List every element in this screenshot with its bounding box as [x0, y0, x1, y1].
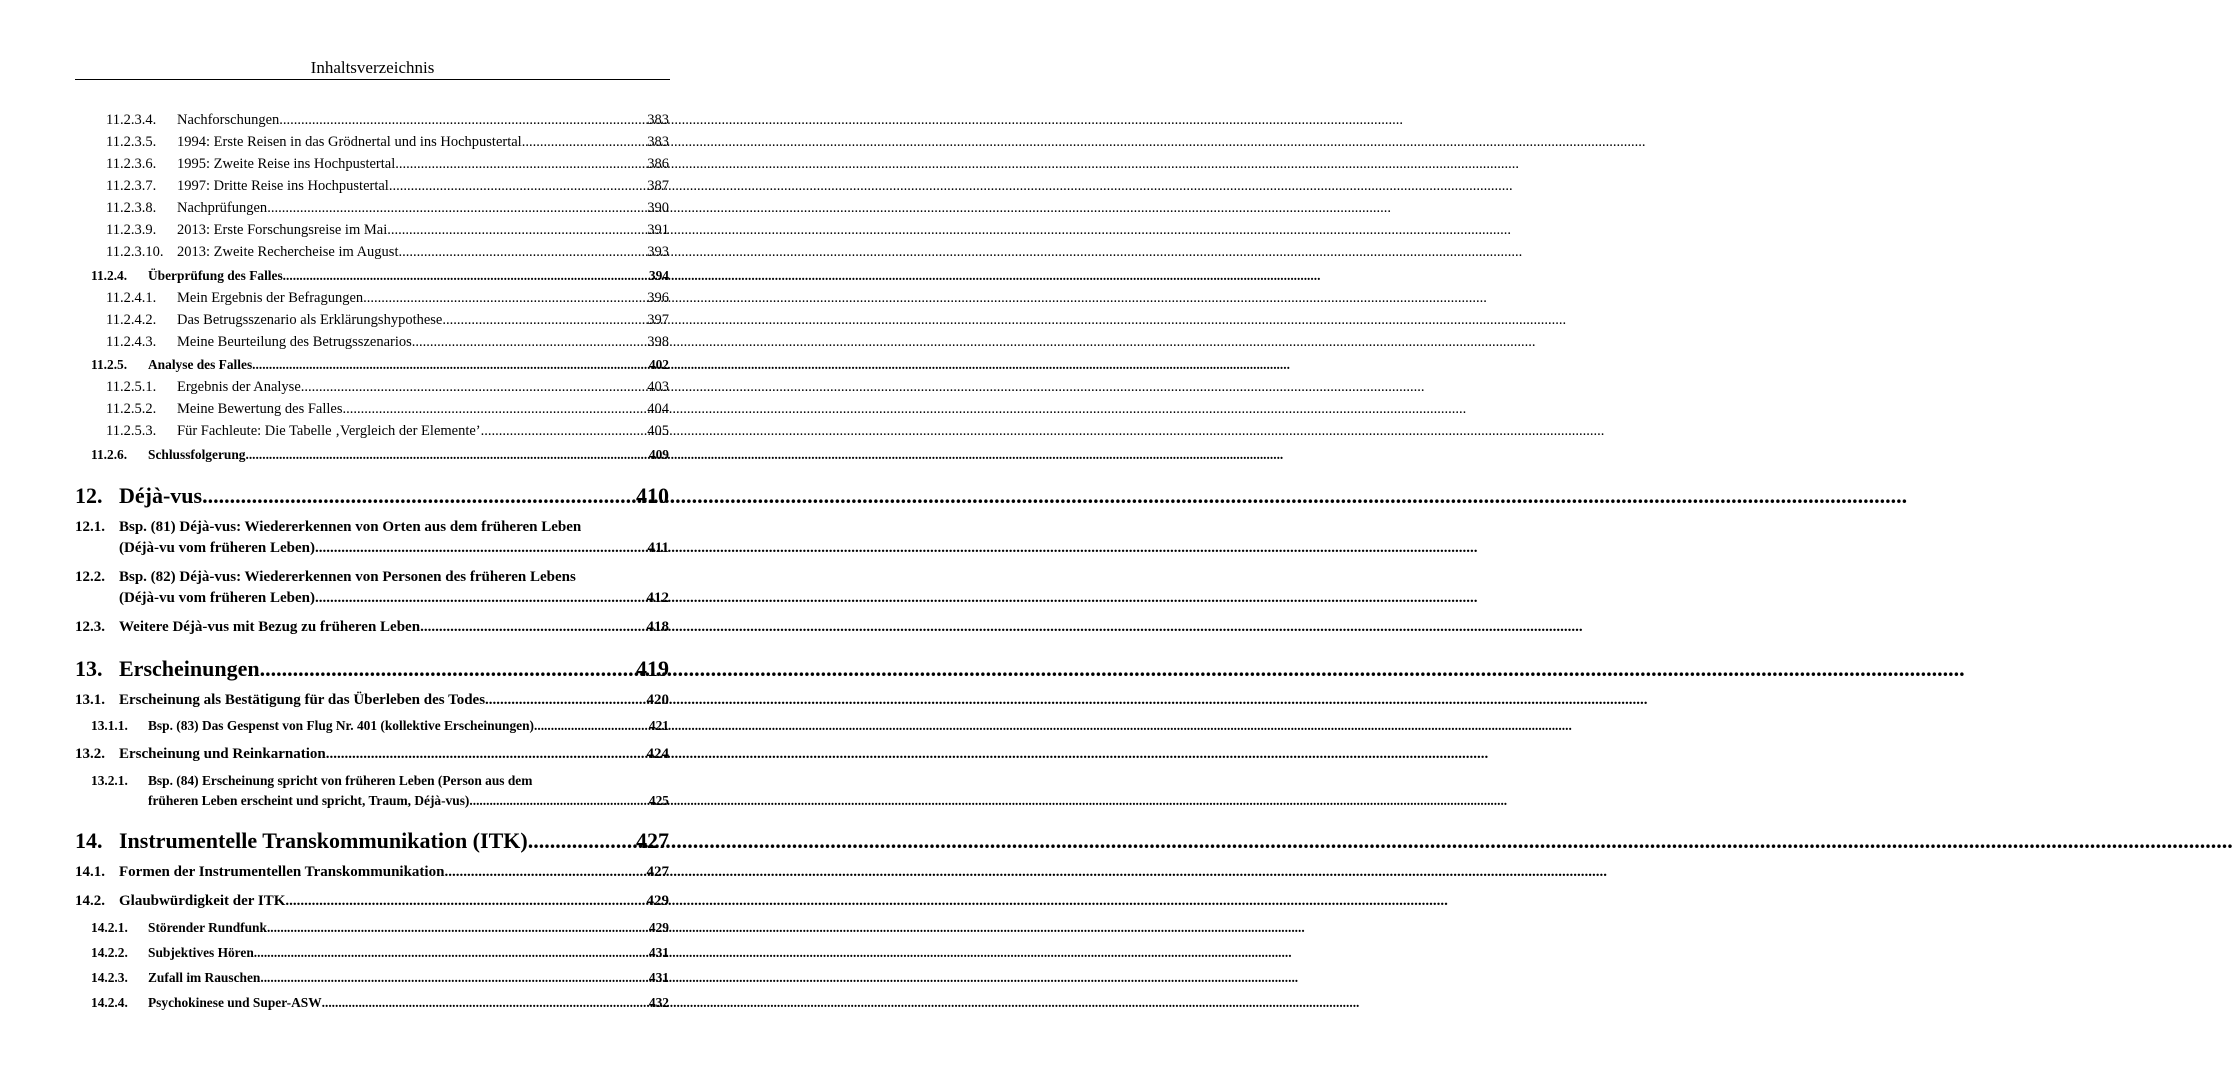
toc-entry-page: 383 [647, 112, 669, 128]
toc-entry[interactable] [91, 920, 669, 936]
toc-entry[interactable] [75, 619, 669, 636]
toc-entry[interactable] [106, 222, 669, 239]
toc-entry-page: 403 [647, 379, 669, 395]
toc-entry[interactable] [106, 134, 669, 151]
toc-entry-title: (Déjà-vu vom früheren Leben) [119, 540, 315, 556]
toc-entry-page: 427 [646, 864, 669, 880]
toc-entry-page: 393 [647, 244, 669, 260]
toc-entry-number: 13. [75, 656, 103, 681]
toc-leader-dots [322, 995, 649, 1011]
toc-leader-dots [420, 619, 646, 636]
toc-entry-number: 11.2.4.2. [106, 312, 157, 328]
toc-entry-title: Déjà-vus [119, 483, 203, 508]
toc-entry[interactable] [75, 746, 669, 763]
toc-entry-page: 405 [647, 423, 669, 439]
toc-leader-dots [279, 112, 647, 129]
toc-leader-dots [252, 357, 649, 373]
toc-entry-number: 11.2.5.3. [106, 423, 157, 439]
toc-entry-title: (Déjà-vu vom früheren Leben) [119, 590, 315, 606]
toc-entry-number: 14.2.1. [91, 920, 128, 935]
toc-entry-page: 431 [648, 970, 669, 985]
toc-entry-number: 12.2. [75, 569, 105, 585]
toc-leader-dots [202, 483, 636, 509]
toc-entry-page: 397 [647, 312, 669, 328]
toc-entry[interactable] [106, 178, 669, 195]
toc-entry-page: 404 [647, 401, 669, 417]
toc-entry-page: 419 [636, 656, 669, 681]
toc-entry-title: Erscheinung und Reinkarnation [119, 746, 326, 762]
toc-leader-dots [469, 793, 649, 809]
toc-entry-number: 14. [75, 828, 103, 853]
toc-entry[interactable] [75, 864, 669, 881]
toc-entry[interactable] [75, 540, 669, 557]
toc-entry[interactable] [75, 828, 669, 854]
toc-leader-dots [260, 970, 649, 986]
toc-entry-page: 412 [646, 590, 669, 606]
toc-entry-number: 13.1. [75, 692, 105, 708]
toc-entry-title: Meine Bewertung des Falles [177, 401, 343, 417]
table-of-contents [0, 0, 765, 1080]
toc-entry-title: Schlussfolgerung [148, 447, 246, 462]
toc-entry-title: Für Fachleute: Die Tabelle ‚Vergleich der Elemente’ [177, 423, 481, 439]
toc-entry[interactable] [91, 995, 669, 1011]
toc-leader-dots [522, 134, 648, 151]
toc-leader-dots [283, 268, 649, 284]
toc-entry[interactable] [91, 970, 669, 986]
toc-entry[interactable] [106, 334, 669, 351]
toc-entry[interactable] [91, 357, 669, 373]
toc-entry-number: 11.2.6. [91, 447, 128, 462]
toc-leader-dots [363, 290, 647, 307]
toc-entry-title: 1994: Erste Reisen in das Grödnertal und ins Hochpustertal [177, 134, 522, 150]
toc-entry-title: Erscheinung als Bestätigung für das Überleben des Todes [119, 692, 486, 708]
toc-entry[interactable] [91, 773, 669, 789]
toc-entry-title: Formen der Instrumentellen Transkommunikation [119, 864, 445, 880]
toc-entry[interactable] [91, 945, 669, 961]
toc-entry-number: 13.2. [75, 746, 105, 762]
toc-entry-number: 14.2.2. [91, 945, 128, 960]
toc-entry-title: Subjektives Hören [148, 945, 254, 960]
toc-entry[interactable] [106, 156, 669, 173]
toc-entry-title: Glaubwürdigkeit der ITK [119, 893, 286, 909]
toc-entry-number: 11.2.5. [91, 357, 128, 372]
toc-leader-dots [444, 864, 646, 881]
toc-entry-page: 391 [647, 222, 669, 238]
toc-entry-page: 394 [648, 268, 669, 283]
toc-entry-page: 398 [647, 334, 669, 350]
toc-entry-page: 396 [647, 290, 669, 306]
toc-entry-title: Erscheinungen [119, 656, 260, 681]
toc-leader-dots [315, 540, 647, 557]
toc-entry[interactable] [75, 483, 669, 509]
toc-leader-dots [267, 920, 649, 936]
toc-entry[interactable] [75, 590, 669, 607]
toc-leader-dots [387, 222, 647, 239]
toc-entry-title: Bsp. (84) Erscheinung spricht von früheren Leben (Person aus dem [148, 773, 533, 788]
toc-entry-page: 410 [636, 483, 669, 508]
toc-entry-title: Bsp. (83) Das Gespenst von Flug Nr. 401 (kollektive Erscheinungen) [148, 718, 535, 733]
toc-entry-page: 386 [647, 156, 669, 172]
toc-entry[interactable] [75, 519, 669, 536]
toc-entry-number: 12.1. [75, 519, 105, 535]
toc-entry-number: 12.3. [75, 619, 105, 635]
toc-entry-number: 13.1.1. [91, 718, 128, 733]
toc-entry[interactable] [75, 692, 669, 709]
toc-entry-number: 14.1. [75, 864, 105, 880]
toc-entry-title: Psychokinese und Super-ASW [148, 995, 322, 1010]
toc-entry-title: Nachprüfungen [177, 200, 268, 216]
toc-leader-dots [245, 447, 648, 463]
toc-entry-title: 1997: Dritte Reise ins Hochpustertal [177, 178, 389, 194]
toc-leader-dots [343, 401, 648, 418]
toc-entry-title: Überprüfung des Falles [148, 268, 283, 283]
toc-leader-dots [528, 828, 636, 854]
toc-entry[interactable] [75, 893, 669, 910]
toc-entry-title: Das Betrugsszenario als Erklärungshypothese [177, 312, 443, 328]
toc-entry-title: Zufall im Rauschen [148, 970, 261, 985]
toc-entry-number: 11.2.5.1. [106, 379, 157, 395]
toc-leader-dots [260, 656, 636, 682]
toc-entry-title: Weitere Déjà-vus mit Bezug zu früheren Leben [119, 619, 421, 635]
toc-leader-dots [395, 156, 647, 173]
toc-entry-page: 383 [647, 134, 669, 150]
toc-entry-number: 13.2.1. [91, 773, 128, 788]
toc-entry-page: 431 [648, 945, 669, 960]
toc-entry-page: 409 [648, 447, 669, 462]
toc-entry[interactable] [106, 312, 669, 329]
toc-entry-page: 429 [646, 893, 669, 909]
toc-entry-title: Mein Ergebnis der Befragungen [177, 290, 364, 306]
toc-entry-page: 424 [646, 746, 669, 762]
toc-entry-title: früheren Leben erscheint und spricht, Traum, Déjà-vus) [148, 793, 470, 808]
toc-entry[interactable] [106, 401, 669, 418]
toc-entry-title: Instrumentelle Transkommunikation (ITK) [119, 828, 528, 853]
toc-entry[interactable] [106, 379, 669, 396]
toc-entry-title: Bsp. (82) Déjà-vus: Wiedererkennen von Personen des früheren Lebens [119, 569, 576, 585]
toc-entry-title: Nachforschungen [177, 112, 280, 128]
toc-entry-number: 11.2.3.4. [106, 112, 157, 128]
toc-leader-dots [412, 334, 647, 351]
toc-entry[interactable] [106, 244, 669, 261]
toc-entry[interactable] [91, 268, 669, 284]
toc-leader-dots [301, 379, 647, 396]
toc-leader-dots [267, 200, 647, 217]
toc-entry-title: Analyse des Falles [148, 357, 253, 372]
toc-entry-page: 432 [648, 995, 669, 1010]
toc-entry-number: 11.2.3.5. [106, 134, 157, 150]
toc-entry-title: Störender Rundfunk [148, 920, 267, 935]
toc-leader-dots [315, 590, 647, 607]
toc-entry-page: 418 [646, 619, 669, 635]
toc-entry-page: 390 [647, 200, 669, 216]
toc-entry-number: 11.2.3.6. [106, 156, 157, 172]
toc-entry-number: 11.2.3.7. [106, 178, 157, 194]
toc-entry-number: 14.2.4. [91, 995, 128, 1010]
toc-entry[interactable] [91, 793, 669, 809]
toc-entry[interactable] [75, 569, 669, 586]
toc-entry-page: 402 [648, 357, 669, 372]
toc-entry-title: Ergebnis der Analyse [177, 379, 301, 395]
toc-entry[interactable] [106, 200, 669, 217]
toc-entry[interactable] [106, 112, 669, 129]
toc-entry[interactable] [91, 718, 669, 734]
running-header: Inhaltsverzeichnis [310, 58, 435, 77]
toc-entry-number: 12. [75, 483, 103, 508]
toc-entry-title: Bsp. (81) Déjà-vus: Wiedererkennen von Orten aus dem früheren Leben [119, 519, 582, 535]
toc-leader-dots [389, 178, 647, 195]
toc-entry-page: 420 [646, 692, 669, 708]
toc-leader-dots [285, 893, 646, 910]
toc-entry-page: 421 [648, 718, 669, 733]
toc-entry-number: 11.2.5.2. [106, 401, 157, 417]
toc-entry-number: 14.2. [75, 893, 105, 909]
toc-entry-title: Meine Beurteilung des Betrugsszenarios [177, 334, 412, 350]
toc-entry-number: 11.2.3.8. [106, 200, 157, 216]
toc-entry-page: 387 [647, 178, 669, 194]
toc-entry-page: 429 [648, 920, 669, 935]
toc-entry-page: 425 [648, 793, 669, 808]
toc-entry-number: 11.2.4.1. [106, 290, 157, 306]
toc-leader-dots [534, 718, 649, 734]
toc-leader-dots [398, 244, 647, 261]
toc-leader-dots [481, 423, 648, 440]
toc-leader-dots [254, 945, 649, 961]
toc-leader-dots [442, 312, 647, 329]
toc-entry-page: 427 [636, 828, 669, 853]
toc-entry-title: 2013: Zweite Rechercheise im August [177, 244, 399, 260]
toc-entry[interactable] [91, 447, 669, 463]
toc-entry-number: 11.2.4. [91, 268, 128, 283]
toc-entry-number: 11.2.3.9. [106, 222, 157, 238]
toc-entry-title: 1995: Zweite Reise ins Hochpustertal [177, 156, 396, 172]
toc-entry-page: 411 [647, 540, 669, 556]
toc-entry-number: 11.2.4.3. [106, 334, 157, 350]
toc-leader-dots [326, 746, 647, 763]
toc-entry-number: 11.2.3.10. [106, 244, 164, 260]
toc-entry[interactable] [75, 656, 669, 682]
toc-entry[interactable] [106, 290, 669, 307]
toc-entry-number: 14.2.3. [91, 970, 128, 985]
toc-entry-title: 2013: Erste Forschungsreise im Mai [177, 222, 388, 238]
toc-leader-dots [485, 692, 646, 709]
toc-entry[interactable] [106, 423, 669, 440]
